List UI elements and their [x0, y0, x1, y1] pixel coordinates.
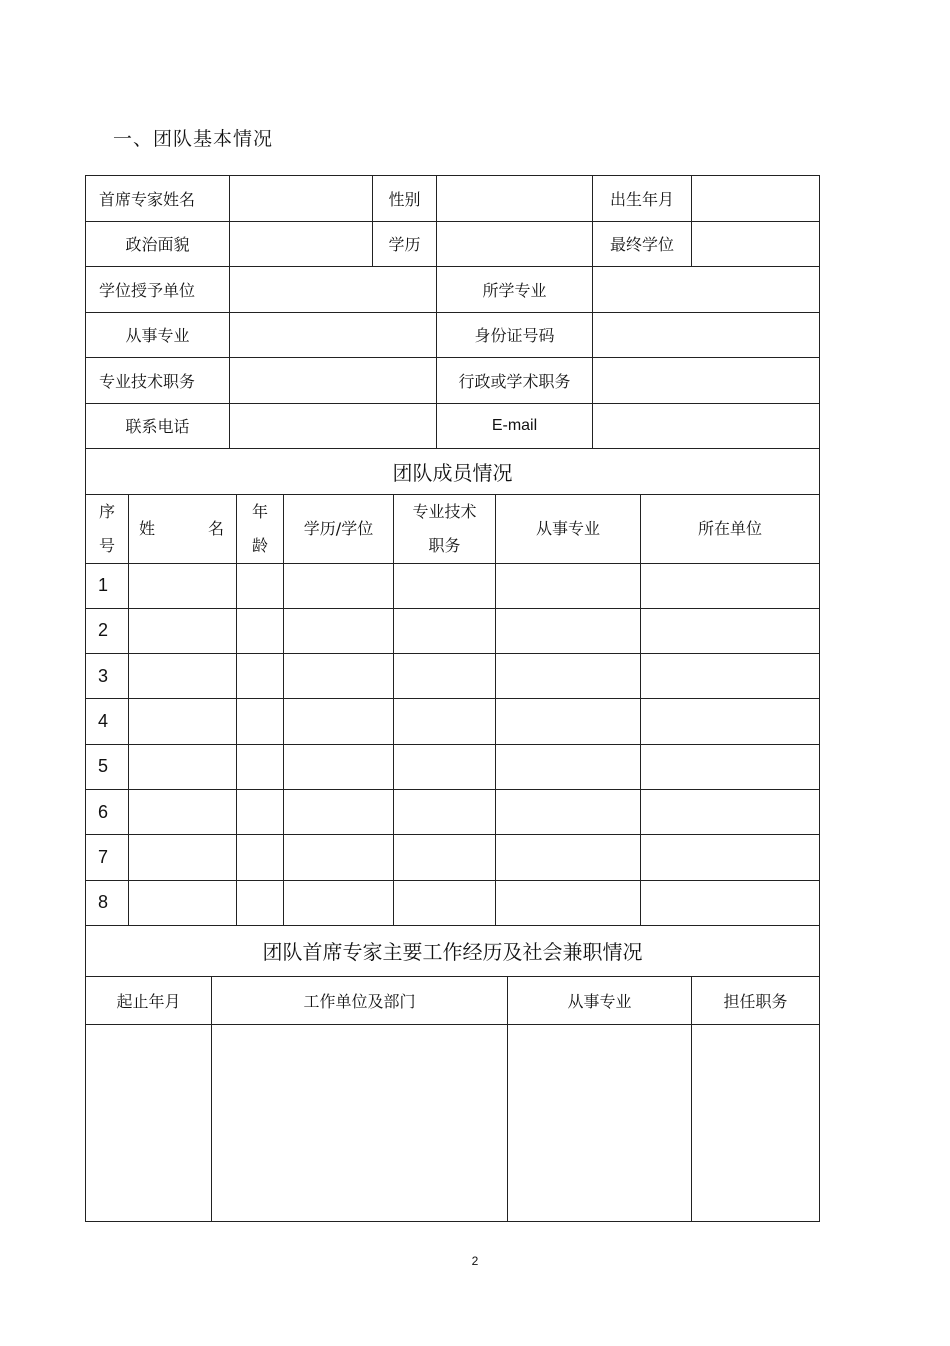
- member-row-number: 1: [86, 563, 129, 608]
- member-unit-cell[interactable]: [641, 654, 820, 699]
- experience-unit-dept-cell[interactable]: [212, 1025, 508, 1222]
- field-admin-title[interactable]: [593, 358, 820, 404]
- member-degree-cell[interactable]: [284, 608, 394, 653]
- member-specialty-cell[interactable]: [496, 744, 641, 789]
- member-row-number: 8: [86, 880, 129, 925]
- member-specialty-cell[interactable]: [496, 789, 641, 834]
- col-unit-header: 所在单位: [641, 495, 820, 564]
- member-name-cell[interactable]: [129, 654, 237, 699]
- col-age-line1: 年: [251, 501, 268, 521]
- col-position-header: 担任职务: [692, 977, 820, 1025]
- member-row-number: 2: [86, 608, 129, 653]
- field-phone[interactable]: [230, 403, 437, 449]
- member-specialty-cell[interactable]: [496, 835, 641, 880]
- field-political-status[interactable]: [230, 221, 373, 267]
- field-major-studied[interactable]: [593, 267, 820, 313]
- basic-info-table: [85, 175, 820, 495]
- member-age-cell[interactable]: [237, 563, 284, 608]
- col-name-header: [129, 495, 237, 564]
- experience-position-cell[interactable]: [692, 1025, 820, 1222]
- member-age-cell[interactable]: [237, 699, 284, 744]
- member-specialty-cell[interactable]: [496, 880, 641, 925]
- member-degree-cell[interactable]: [284, 880, 394, 925]
- label-degree-institution: 学位授予单位: [86, 267, 230, 313]
- member-degree-cell[interactable]: [284, 744, 394, 789]
- label-chief-expert-name: 首席专家姓名: [86, 176, 230, 222]
- member-row: [86, 699, 820, 744]
- col-exp-specialty-header: 从事专业: [508, 977, 692, 1025]
- label-admin-title: 行政或学术职务: [437, 358, 593, 404]
- members-section-title: 团队成员情况: [86, 449, 820, 495]
- col-name-char2: 名: [207, 518, 224, 538]
- col-name-char1: 姓: [139, 518, 156, 538]
- member-row: [86, 789, 820, 834]
- field-engaged-specialty[interactable]: [230, 312, 437, 358]
- label-birth-date: 出生年月: [593, 176, 692, 222]
- member-name-cell[interactable]: [129, 608, 237, 653]
- experience-period-cell[interactable]: [86, 1025, 212, 1222]
- member-row-number: 3: [86, 654, 129, 699]
- member-unit-cell[interactable]: [641, 744, 820, 789]
- member-title-cell[interactable]: [394, 654, 496, 699]
- page-number: 2: [471, 1254, 479, 1268]
- member-row-number: 7: [86, 835, 129, 880]
- experience-specialty-cell[interactable]: [508, 1025, 692, 1222]
- member-row: [86, 744, 820, 789]
- member-title-cell[interactable]: [394, 699, 496, 744]
- member-unit-cell[interactable]: [641, 563, 820, 608]
- label-education: 学历: [373, 221, 437, 267]
- col-title-line1: 专业技术: [412, 501, 477, 521]
- member-row: [86, 835, 820, 880]
- label-id-number: 身份证号码: [437, 312, 593, 358]
- col-age-line2: 龄: [251, 535, 268, 555]
- member-unit-cell[interactable]: [641, 835, 820, 880]
- member-unit-cell[interactable]: [641, 699, 820, 744]
- field-education[interactable]: [437, 221, 593, 267]
- label-gender: 性别: [373, 176, 437, 222]
- label-phone: 联系电话: [86, 403, 230, 449]
- field-professional-title[interactable]: [230, 358, 437, 404]
- member-row: [86, 608, 820, 653]
- col-seq-line1: 序: [98, 501, 115, 521]
- member-row: [86, 880, 820, 925]
- label-political-status: 政治面貌: [86, 221, 230, 267]
- member-title-cell[interactable]: [394, 835, 496, 880]
- member-name-cell[interactable]: [129, 880, 237, 925]
- member-specialty-cell[interactable]: [496, 563, 641, 608]
- label-email: E-mail: [437, 403, 593, 449]
- member-title-cell[interactable]: [394, 563, 496, 608]
- col-seq-line2: 号: [98, 535, 115, 555]
- member-age-cell[interactable]: [237, 789, 284, 834]
- field-id-number[interactable]: [593, 312, 820, 358]
- member-degree-cell[interactable]: [284, 789, 394, 834]
- member-age-cell[interactable]: [237, 835, 284, 880]
- member-specialty-cell[interactable]: [496, 654, 641, 699]
- member-title-cell[interactable]: [394, 789, 496, 834]
- label-major-studied: 所学专业: [437, 267, 593, 313]
- label-engaged-specialty: 从事专业: [86, 312, 230, 358]
- member-degree-cell[interactable]: [284, 699, 394, 744]
- member-degree-cell[interactable]: [284, 835, 394, 880]
- member-name-cell[interactable]: [129, 699, 237, 744]
- member-row-number: 4: [86, 699, 129, 744]
- label-professional-title: 专业技术职务: [86, 358, 230, 404]
- member-degree-cell[interactable]: [284, 563, 394, 608]
- field-email[interactable]: [593, 403, 820, 449]
- field-final-degree[interactable]: [692, 221, 820, 267]
- experience-section-title: 团队首席专家主要工作经历及社会兼职情况: [86, 925, 820, 976]
- member-age-cell[interactable]: [237, 608, 284, 653]
- col-title-line2: 职务: [428, 535, 461, 555]
- member-row: [86, 654, 820, 699]
- col-age-header: [237, 495, 284, 564]
- col-unit-dept-header: 工作单位及部门: [212, 977, 508, 1025]
- member-row: [86, 563, 820, 608]
- field-degree-institution[interactable]: [230, 267, 437, 313]
- col-degree-header: 学历/学位: [284, 495, 394, 564]
- members-table: [85, 495, 820, 977]
- member-unit-cell[interactable]: [641, 789, 820, 834]
- member-row-number: 5: [86, 744, 129, 789]
- member-unit-cell[interactable]: [641, 880, 820, 925]
- member-specialty-cell[interactable]: [496, 608, 641, 653]
- label-final-degree: 最终学位: [593, 221, 692, 267]
- member-row-number: 6: [86, 789, 129, 834]
- member-title-cell[interactable]: [394, 744, 496, 789]
- experience-table: [85, 977, 820, 1223]
- member-age-cell[interactable]: [237, 744, 284, 789]
- field-birth-date[interactable]: [692, 176, 820, 222]
- member-name-cell[interactable]: [129, 563, 237, 608]
- member-unit-cell[interactable]: [641, 608, 820, 653]
- col-specialty-header: 从事专业: [496, 495, 641, 564]
- member-age-cell[interactable]: [237, 654, 284, 699]
- col-seq-header: [86, 495, 129, 564]
- application-form: [85, 175, 819, 1222]
- col-title-header: [394, 495, 496, 564]
- section-heading: 一、团队基本情况: [113, 128, 274, 150]
- field-chief-expert-name[interactable]: [230, 176, 373, 222]
- member-specialty-cell[interactable]: [496, 699, 641, 744]
- member-degree-cell[interactable]: [284, 654, 394, 699]
- member-title-cell[interactable]: [394, 880, 496, 925]
- member-name-cell[interactable]: [129, 789, 237, 834]
- col-period-header: 起止年月: [86, 977, 212, 1025]
- member-age-cell[interactable]: [237, 880, 284, 925]
- field-gender[interactable]: [437, 176, 593, 222]
- member-name-cell[interactable]: [129, 744, 237, 789]
- member-name-cell[interactable]: [129, 835, 237, 880]
- member-title-cell[interactable]: [394, 608, 496, 653]
